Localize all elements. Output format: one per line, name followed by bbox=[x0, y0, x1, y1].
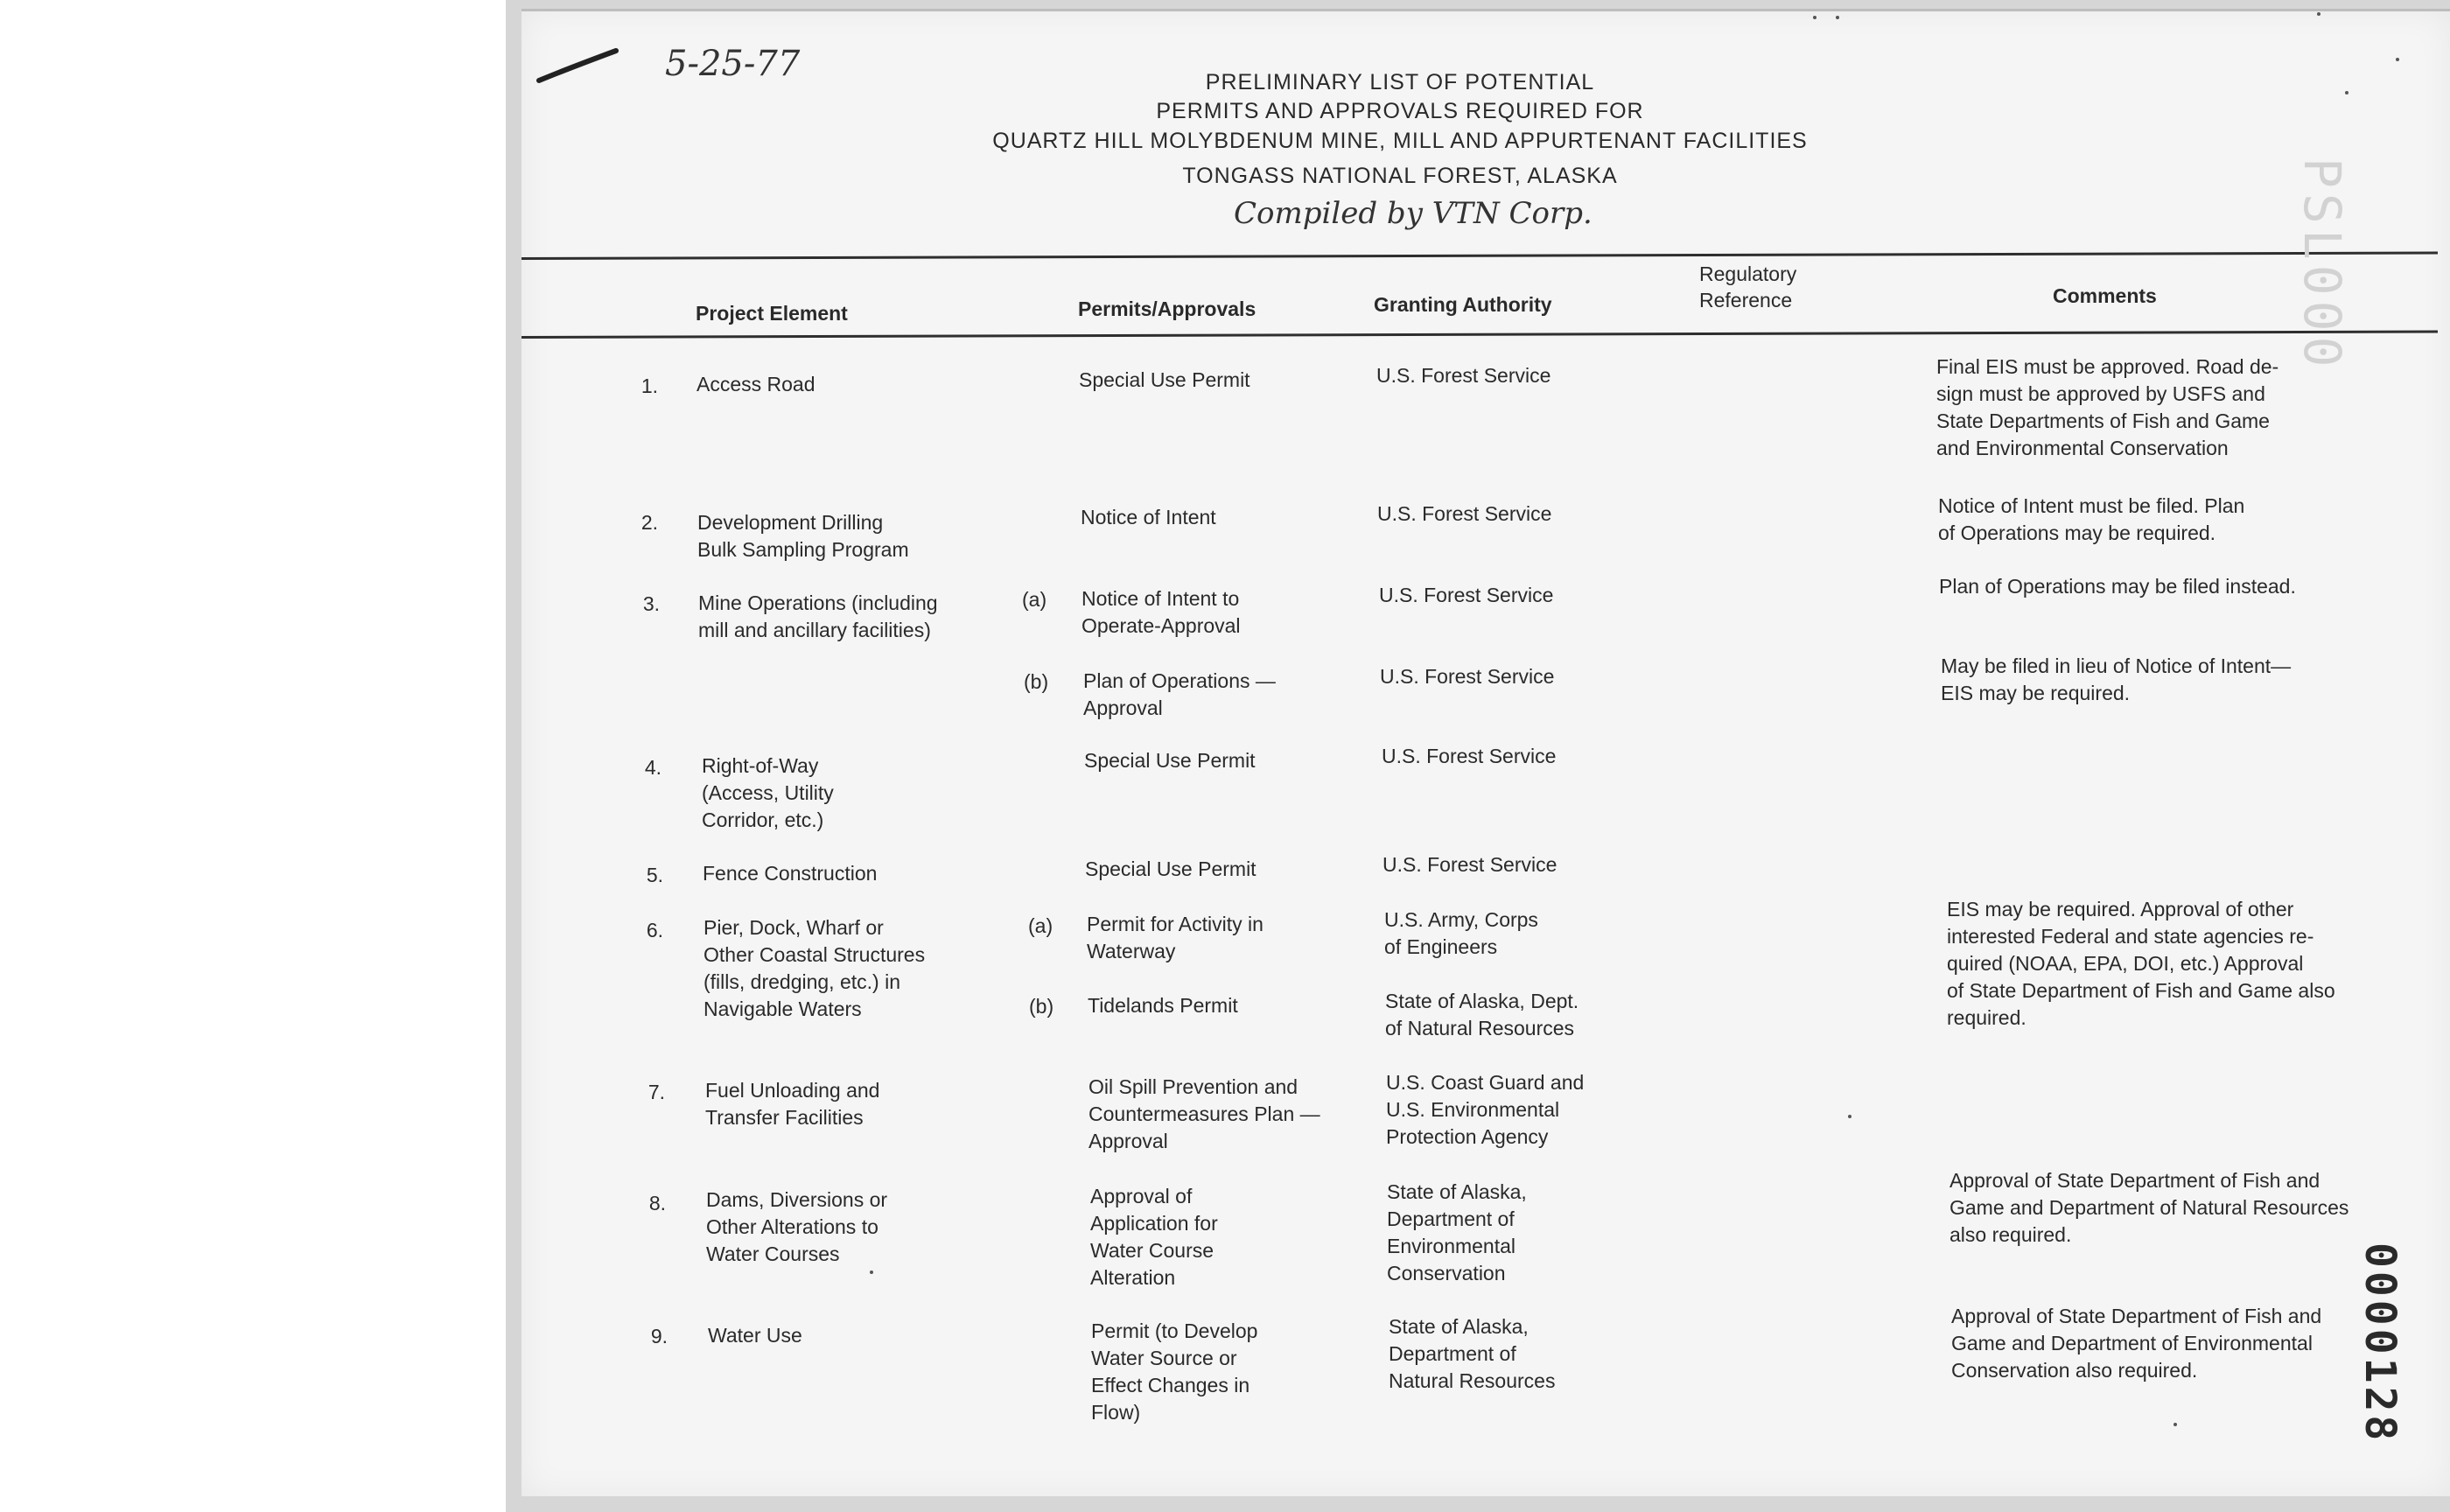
row-6-project-element: Pier, Dock, Wharf or Other Coastal Structures (fills, dredging, etc.) in Navigable Waters bbox=[704, 916, 926, 1020]
row-5-permit: Special Use Permit bbox=[1085, 858, 1256, 880]
row-3b-authority: U.S. Forest Service bbox=[1380, 665, 1555, 688]
row-6a-label: (a) bbox=[1028, 914, 1054, 937]
row-1-comments: Final EIS must be approved. Road de- sign must be approved by USFS and State Departments of Fish and Game and Environmental Conservation bbox=[1936, 355, 2279, 459]
row-7-permit: Oil Spill Prevention and Countermeasures Plan — Approval bbox=[1088, 1075, 1320, 1152]
row-9-project-element: Water Use bbox=[708, 1324, 802, 1347]
row-8-authority: State of Alaska, Department of Environmental Conservation bbox=[1387, 1180, 1527, 1284]
row-8-project-element: Dams, Diversions or Other Alterations to Water Courses bbox=[706, 1188, 888, 1265]
title-line-1: PRELIMINARY LIST OF POTENTIAL bbox=[1205, 70, 1595, 94]
page-number-stamp: 0000128 bbox=[2356, 1242, 2404, 1445]
row-2-authority: U.S. Forest Service bbox=[1377, 502, 1552, 525]
row-5-project-element: Fence Construction bbox=[703, 862, 878, 885]
header-project-element: Project Element bbox=[696, 302, 848, 325]
row-2-project-element: Development Drilling Bulk Sampling Program bbox=[697, 511, 909, 561]
header-granting-authority: Granting Authority bbox=[1374, 293, 1552, 316]
row-3a-label: (a) bbox=[1022, 588, 1047, 611]
row-2-permit: Notice of Intent bbox=[1081, 506, 1216, 528]
row-1-number: 1. bbox=[640, 374, 658, 397]
row-8-comments: Approval of State Department of Fish and Game and Department of Natural Resources also required. bbox=[1950, 1169, 2349, 1246]
row-4-permit: Special Use Permit bbox=[1084, 749, 1256, 772]
row-9-authority: State of Alaska, Department of Natural Resources bbox=[1389, 1315, 1556, 1392]
scan-speck bbox=[1848, 1115, 1852, 1118]
row-3b-label: (b) bbox=[1024, 670, 1049, 693]
row-3b-permit: Plan of Operations — Approval bbox=[1083, 669, 1276, 719]
row-6-comments: EIS may be required. Approval of other interested Federal and state agencies re- quired (NOAA, EPA, DOI, etc.) Approval of State Department of Fish and Game also required. bbox=[1947, 898, 2335, 1029]
header-comments: Comments bbox=[2053, 284, 2157, 307]
handwritten-date: 5-25-77 bbox=[665, 44, 801, 84]
scan-speck bbox=[2174, 1423, 2177, 1426]
scan-speck bbox=[2345, 91, 2348, 94]
row-6b-permit: Tidelands Permit bbox=[1088, 994, 1238, 1017]
scan-speck bbox=[1813, 16, 1816, 19]
row-9-comments: Approval of State Department of Fish and Game and Department of Environmental Conservation also required. bbox=[1951, 1305, 2322, 1382]
header-permits-approvals: Permits/Approvals bbox=[1078, 298, 1256, 320]
row-6a-permit: Permit for Activity in Waterway bbox=[1087, 913, 1264, 962]
header-regulatory-reference: Regulatory Reference bbox=[1699, 262, 1797, 312]
row-7-authority: U.S. Coast Guard and U.S. Environmental Protection Agency bbox=[1386, 1071, 1585, 1148]
row-9-permit: Permit (to Develop Water Source or Effect Changes in Flow) bbox=[1091, 1320, 1258, 1424]
row-3-number: 3. bbox=[642, 592, 660, 615]
row-3a-permit: Notice of Intent to Operate-Approval bbox=[1082, 587, 1241, 637]
scan-speck bbox=[2317, 12, 2320, 16]
row-3a-comments: Plan of Operations may be filed instead. bbox=[1939, 575, 2296, 598]
row-6a-authority: U.S. Army, Corps of Engineers bbox=[1384, 908, 1538, 958]
row-3-project-element: Mine Operations (including mill and ancillary facilities) bbox=[698, 592, 938, 641]
row-7-number: 7. bbox=[648, 1081, 665, 1103]
row-1-permit: Special Use Permit bbox=[1079, 368, 1250, 391]
scan-speck bbox=[870, 1270, 873, 1274]
handwritten-compiled-by: Compiled by VTN Corp. bbox=[1234, 196, 1592, 231]
faded-side-stamp: PSL000 bbox=[2292, 158, 2352, 373]
row-1-project-element: Access Road bbox=[696, 373, 816, 396]
row-9-number: 9. bbox=[650, 1325, 668, 1348]
row-5-authority: U.S. Forest Service bbox=[1382, 853, 1558, 876]
row-6b-authority: State of Alaska, Dept. of Natural Resources bbox=[1385, 990, 1579, 1040]
row-1-authority: U.S. Forest Service bbox=[1376, 364, 1551, 387]
scan-speck bbox=[1836, 16, 1839, 19]
handwritten-dash-mark bbox=[534, 44, 621, 88]
row-7-project-element: Fuel Unloading and Transfer Facilities bbox=[705, 1079, 880, 1129]
row-4-number: 4. bbox=[644, 756, 662, 779]
row-2-comments: Notice of Intent must be filed. Plan of Operations may be required. bbox=[1938, 494, 2245, 544]
title-line-4: TONGASS NATIONAL FOREST, ALASKA bbox=[1182, 164, 1618, 188]
title-line-2: PERMITS AND APPROVALS REQUIRED FOR bbox=[1156, 99, 1644, 123]
row-8-permit: Approval of Application for Water Course Alteration bbox=[1090, 1185, 1218, 1289]
row-6b-label: (b) bbox=[1029, 995, 1054, 1018]
row-3b-comments: May be filed in lieu of Notice of Intent— EIS may be required. bbox=[1941, 654, 2292, 704]
row-5-number: 5. bbox=[646, 864, 663, 886]
row-2-number: 2. bbox=[640, 511, 658, 534]
title-line-3: QUARTZ HILL MOLYBDENUM MINE, MILL AND APPURTENANT FACILITIES bbox=[992, 129, 1808, 153]
row-6-number: 6. bbox=[646, 919, 663, 942]
page-top-edge bbox=[522, 9, 2450, 11]
scan-speck bbox=[2396, 58, 2399, 61]
row-4-authority: U.S. Forest Service bbox=[1382, 745, 1557, 767]
row-3a-authority: U.S. Forest Service bbox=[1379, 584, 1554, 606]
row-8-number: 8. bbox=[648, 1192, 666, 1214]
row-4-project-element: Right-of-Way (Access, Utility Corridor, etc.) bbox=[702, 754, 834, 831]
